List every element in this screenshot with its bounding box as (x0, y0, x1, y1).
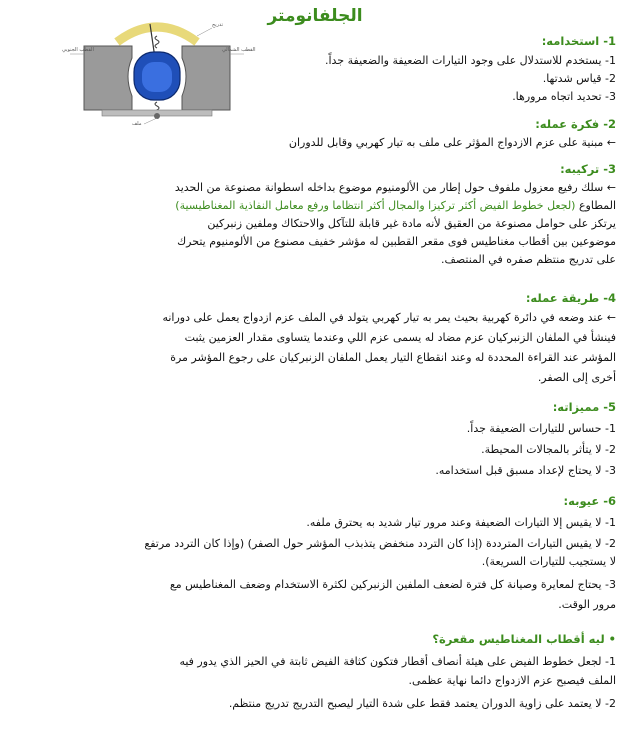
idea-text: ← مبنية على عزم الازدواج المؤثر على ملف به تيار كهربي وقابل للدوران (288, 136, 616, 149)
usage-item-2: 2- قياس شدتها. (542, 72, 616, 85)
structure-line-5: على تدريج منتظم صفره في المنتصف. (440, 253, 616, 266)
structure-line-1: ← سلك رفيع معزول ملفوف حول إطار من الألومنيوم موضوع بداخله اسطوانة مصنوعة من الحديد (174, 181, 616, 194)
section-disadvantages-heading: 6- عيوبه: (563, 494, 616, 508)
structure-line-2 (16, 198, 616, 213)
concave-poles-question: • ليه أقطاب المغناطيس مقعرة؟ (432, 632, 616, 646)
magnet-north-pole (182, 46, 230, 110)
disadvantage-item-3-line-1: 3- يحتاج لمعايرة وصيانة كل فترة لضعف الملفين الزنبركين لكثرة الاستخدام وضعف المغناطيس مع (169, 578, 616, 591)
usage-item-1: 1- يستخدم للاستدلال على وجود التيارات الضعيفة والضعيفة جداً. (324, 54, 616, 67)
concave-reason-2: 2- لا يعتمد على زاوية الدوران يعتمد فقط على شدة التيار ليصبح التدريج تدريج منتظم. (228, 697, 616, 710)
concave-reason-1-line-1: 1- لجعل خطوط الفيض على هيئة أنصاف أقطار فتكون كثافة الفيض ثابتة في الحيز الذي يدور فيه (179, 655, 616, 668)
right-pole-label: القطب الشمالي (222, 47, 256, 53)
section-idea-heading: 2- فكرة عمله: (535, 117, 616, 131)
concave-reason-1-line-2: الملف فيصبح عزم الازدواج دائما نهاية عظمى. (408, 674, 616, 687)
iron-cylinder (142, 62, 172, 92)
disadvantage-item-1: 1- لا يقيس إلا التيارات الضعيفة وعند مرور تيار شديد به يحترق ملفه. (306, 516, 616, 529)
section-advantages-heading: 5- مميزاته: (552, 400, 616, 414)
section-operation-heading: 4- طريقة عمله: (525, 291, 616, 305)
operation-line-3: المؤشر عند القراءة المحددة له وعند انقطاع التيار يعمل الملفان الزنبركيان على رجوع المؤشر مرة (170, 351, 616, 364)
disadvantage-item-2-line-2: لا يستجيب للتيارات السريعة). (481, 555, 616, 568)
disadvantage-item-2-line-1: 2- لا يقيس التيارات المترددة (إذا كان التردد منخفض يتذبذب المؤشر حول الصفر) (وإذا كان التردد مرتفع (144, 537, 616, 550)
operation-line-4: أخرى إلى الصفر. (537, 371, 616, 384)
section-usage-heading: 1- استخدامه: (541, 34, 616, 48)
scale-label: تدريج (212, 22, 224, 28)
page-title: الجلفانومتر (267, 6, 363, 26)
magnet-south-pole (84, 46, 132, 110)
usage-item-3: 3- تحديد اتجاه مرورها. (512, 90, 616, 103)
advantage-item-1: 1- حساس للتيارات الضعيفة جداً. (466, 422, 616, 435)
coil-label: ملف (132, 121, 142, 127)
section-structure-heading: 3- تركيبه: (560, 162, 616, 176)
galvanometer-illustration (62, 14, 256, 127)
structure-line-4: موضوعين بين أقطاب مغناطيس فوى مقعر القطبين له مؤشر خفيف مصنوع من الألومنيوم يتحرك (177, 235, 616, 248)
disadvantage-item-3-line-2: مرور الوقت. (558, 598, 616, 611)
galvanometer-diagram (62, 14, 256, 127)
operation-line-1: ← عند وضعه في دائرة كهربية بحيث يمر به تيار كهربي يتولد في الملف عزم ازدواج يعمل على دورانه (162, 311, 616, 324)
operation-line-2: فينشأ في الملفان الزنبركيان عزم مضاد له يسمى عزم اللي وعندما يتساوى مقدار العزمين يثبت (184, 331, 616, 344)
structure-highlight: (لجعل خطوط الفيض أكثر تركيزا والمجال أكثر انتظاما ورفع معامل النفاذية المغناطيسية) (175, 199, 576, 212)
structure-line-3: يرتكز على حوامل مصنوعة من العقيق لأنه مادة غير قابلة للتآكل والاحتكاك وملفين زنبركين (207, 217, 616, 230)
left-pole-label: القطب الجنوبي (62, 47, 94, 53)
advantage-item-2: 2- لا يتأثر بالمجالات المحيطة. (481, 443, 616, 456)
upper-spring (155, 36, 159, 48)
structure-line-2-start: المطاوع (575, 199, 616, 212)
advantage-item-3: 3- لا يحتاج لإعداد مسبق قبل استخدامه. (435, 464, 616, 477)
